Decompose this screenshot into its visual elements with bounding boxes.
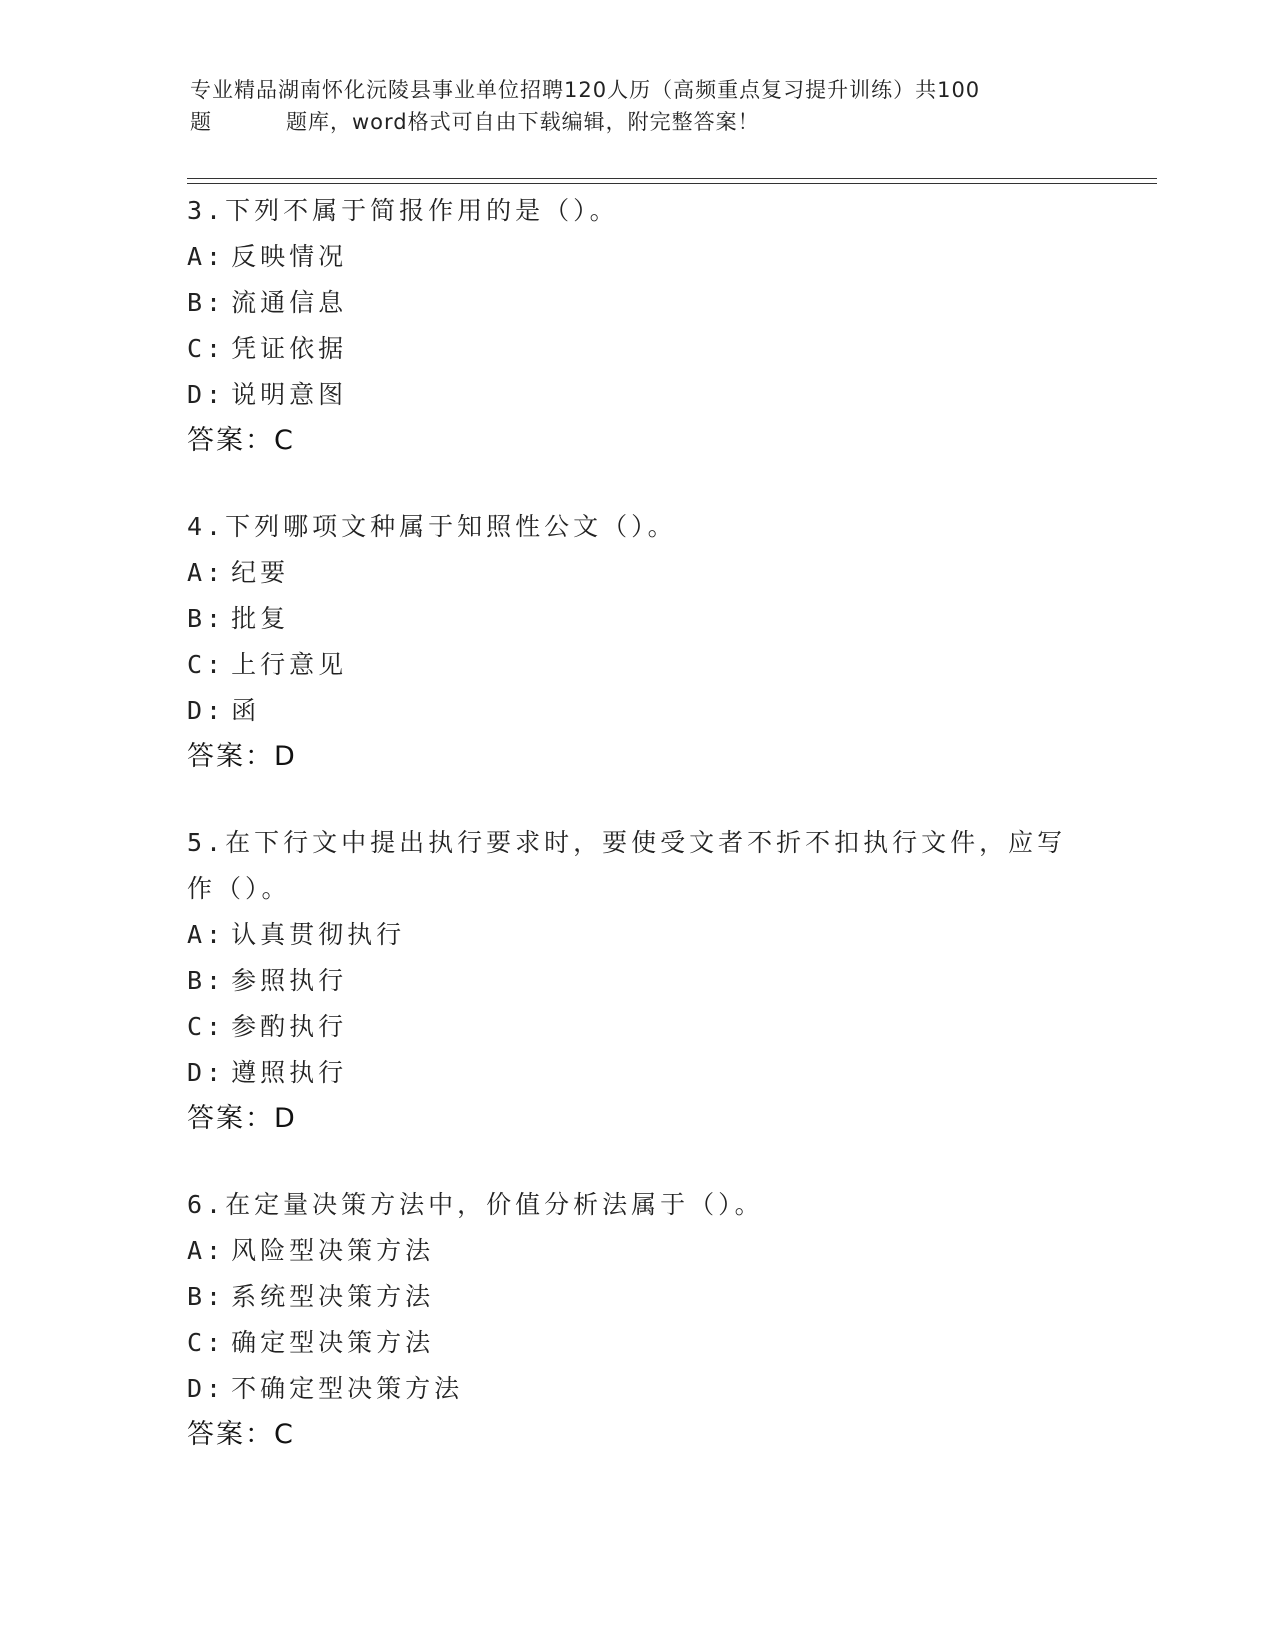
- option-a: [187, 1228, 1087, 1274]
- option-key: C:: [187, 650, 226, 679]
- option-text: 系统型决策方法: [231, 1282, 435, 1311]
- header-title-line2: [190, 106, 1090, 138]
- option-text: 参照执行: [231, 966, 348, 995]
- header-divider-top: [187, 178, 1157, 179]
- option-text: 批复: [231, 604, 290, 633]
- option-key: A:: [187, 1236, 226, 1265]
- option-d: [187, 372, 1087, 418]
- question-3: [187, 188, 1087, 464]
- option-text: 参酌执行: [231, 1012, 348, 1041]
- question-text: 5.在下行文中提出执行要求时，要使受文者不折不扣执行文件，应写作（）。: [187, 828, 1067, 903]
- option-text: 流通信息: [231, 288, 348, 317]
- option-key: C:: [187, 334, 226, 363]
- option-a: [187, 550, 1087, 596]
- option-text: 不确定型决策方法: [231, 1374, 464, 1403]
- option-b: [187, 958, 1087, 1004]
- option-key: A:: [187, 558, 226, 587]
- option-text: 认真贯彻执行: [231, 920, 406, 949]
- option-c: [187, 1320, 1087, 1366]
- header-title-line2-prefix: 题: [190, 110, 212, 134]
- option-a: [187, 912, 1087, 958]
- option-key: B:: [187, 604, 226, 633]
- header-divider-bottom: [187, 183, 1157, 184]
- option-text: 函: [231, 696, 261, 725]
- question-5: [187, 820, 1087, 1142]
- answer-line: 答案：C: [187, 1419, 295, 1450]
- answer-line: 答案：D: [187, 1103, 297, 1134]
- question-list: [187, 188, 1087, 1498]
- option-text: 纪要: [231, 558, 290, 587]
- answer-line: 答案：D: [187, 741, 297, 772]
- option-b: [187, 1274, 1087, 1320]
- option-c: [187, 326, 1087, 372]
- option-key: B:: [187, 966, 226, 995]
- option-key: B:: [187, 1282, 226, 1311]
- option-key: C:: [187, 1328, 226, 1357]
- option-d: [187, 1050, 1087, 1096]
- option-text: 确定型决策方法: [231, 1328, 435, 1357]
- document-header: [190, 74, 1090, 138]
- option-a: [187, 234, 1087, 280]
- option-text: 凭证依据: [231, 334, 348, 363]
- option-d: [187, 1366, 1087, 1412]
- option-text: 反映情况: [231, 242, 348, 271]
- option-b: [187, 280, 1087, 326]
- option-text: 上行意见: [231, 650, 348, 679]
- question-text: 4.下列哪项文种属于知照性公文（）。: [187, 512, 677, 541]
- option-key: A:: [187, 242, 226, 271]
- answer-line: 答案：C: [187, 425, 295, 456]
- option-c: [187, 642, 1087, 688]
- question-4: [187, 504, 1087, 780]
- header-title-line1: 专业精品湖南怀化沅陵县事业单位招聘120人历（高频重点复习提升训练）共100: [190, 78, 981, 102]
- option-key: D:: [187, 1058, 226, 1087]
- option-key: A:: [187, 920, 226, 949]
- option-key: B:: [187, 288, 226, 317]
- option-b: [187, 596, 1087, 642]
- option-text: 遵照执行: [231, 1058, 348, 1087]
- option-key: D:: [187, 380, 226, 409]
- option-d: [187, 688, 1087, 734]
- option-key: D:: [187, 696, 226, 725]
- option-key: D:: [187, 1374, 226, 1403]
- header-title-line2-text: 题库，word格式可自由下载编辑，附完整答案！: [286, 110, 760, 134]
- option-text: 说明意图: [231, 380, 348, 409]
- question-text: 3.下列不属于简报作用的是（）。: [187, 196, 619, 225]
- option-c: [187, 1004, 1087, 1050]
- question-6: [187, 1182, 1087, 1458]
- question-text: 6.在定量决策方法中，价值分析法属于（）。: [187, 1190, 764, 1219]
- option-text: 风险型决策方法: [231, 1236, 435, 1265]
- option-key: C:: [187, 1012, 226, 1041]
